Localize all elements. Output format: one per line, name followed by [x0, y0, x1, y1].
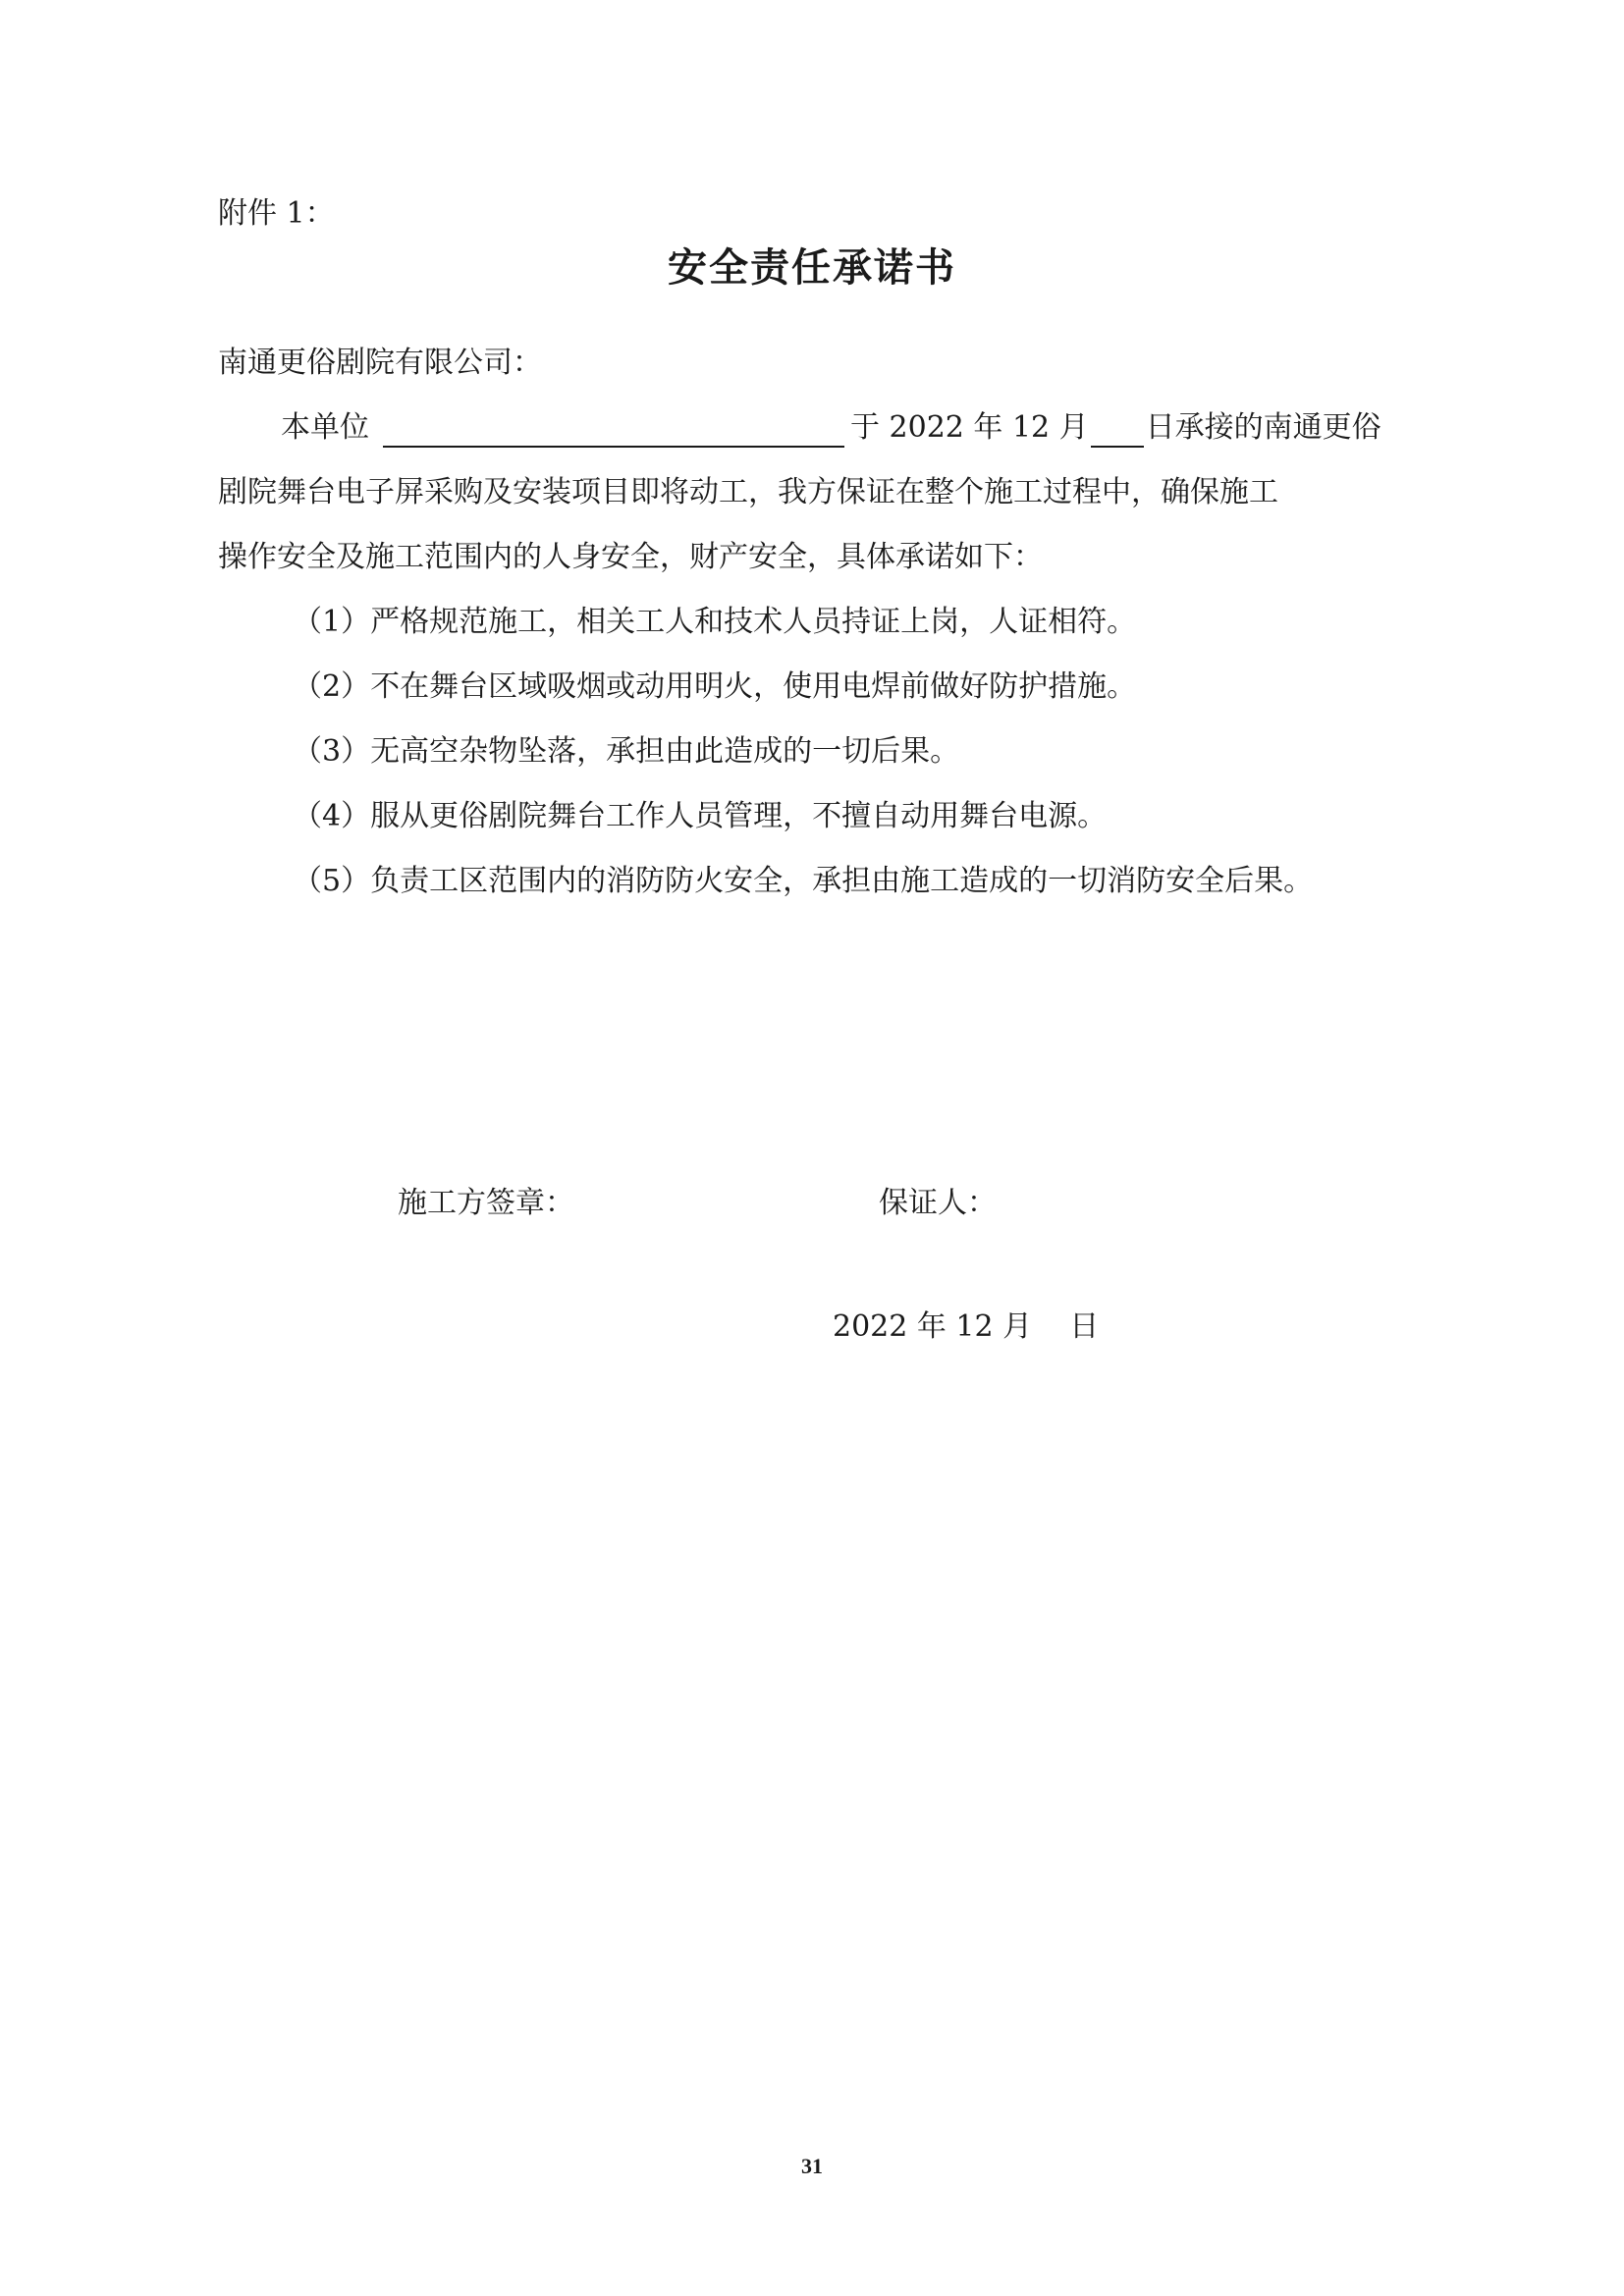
document-title: 安全责任承诺书	[668, 244, 956, 291]
signature-date: 2022 年 12 月 日	[833, 1309, 1100, 1344]
guarantor-label: 保证人：	[879, 1186, 997, 1220]
addressee: 南通更俗剧院有限公司：	[218, 346, 542, 380]
contractor-signature-label: 施工方签章：	[398, 1186, 574, 1220]
project-text-start: 日承接的南通更俗	[1145, 410, 1381, 445]
paragraph-line-2: 剧院舞台电子屏采购及安装项目即将动工，我方保证在整个施工过程中，确保施工	[218, 475, 1278, 509]
commitment-item: （1）严格规范施工，相关工人和技术人员持证上岗，人证相符。	[293, 605, 1137, 639]
page-number: 31	[801, 2154, 823, 2178]
paragraph-line-3: 操作安全及施工范围内的人身安全，财产安全，具体承诺如下：	[218, 540, 1043, 574]
unit-name-blank[interactable]	[383, 412, 844, 448]
unit-prefix: 本单位	[281, 410, 369, 445]
commitment-item: （5）负责工区范围内的消防防火安全，承担由施工造成的一切消防安全后果。	[293, 864, 1314, 898]
paragraph-line-1	[281, 408, 1381, 448]
commitment-item: （3）无高空杂物坠落，承担由此造成的一切后果。	[293, 734, 960, 769]
contract-date-text: 于 2022 年 12 月	[850, 410, 1089, 445]
commitment-item: （4）服从更俗剧院舞台工作人员管理，不擅自动用舞台电源。	[293, 799, 1108, 833]
contract-day-blank[interactable]	[1091, 412, 1144, 448]
attachment-label: 附件 1：	[218, 196, 335, 231]
commitment-item: （2）不在舞台区域吸烟或动用明火，使用电焊前做好防护措施。	[293, 669, 1137, 704]
